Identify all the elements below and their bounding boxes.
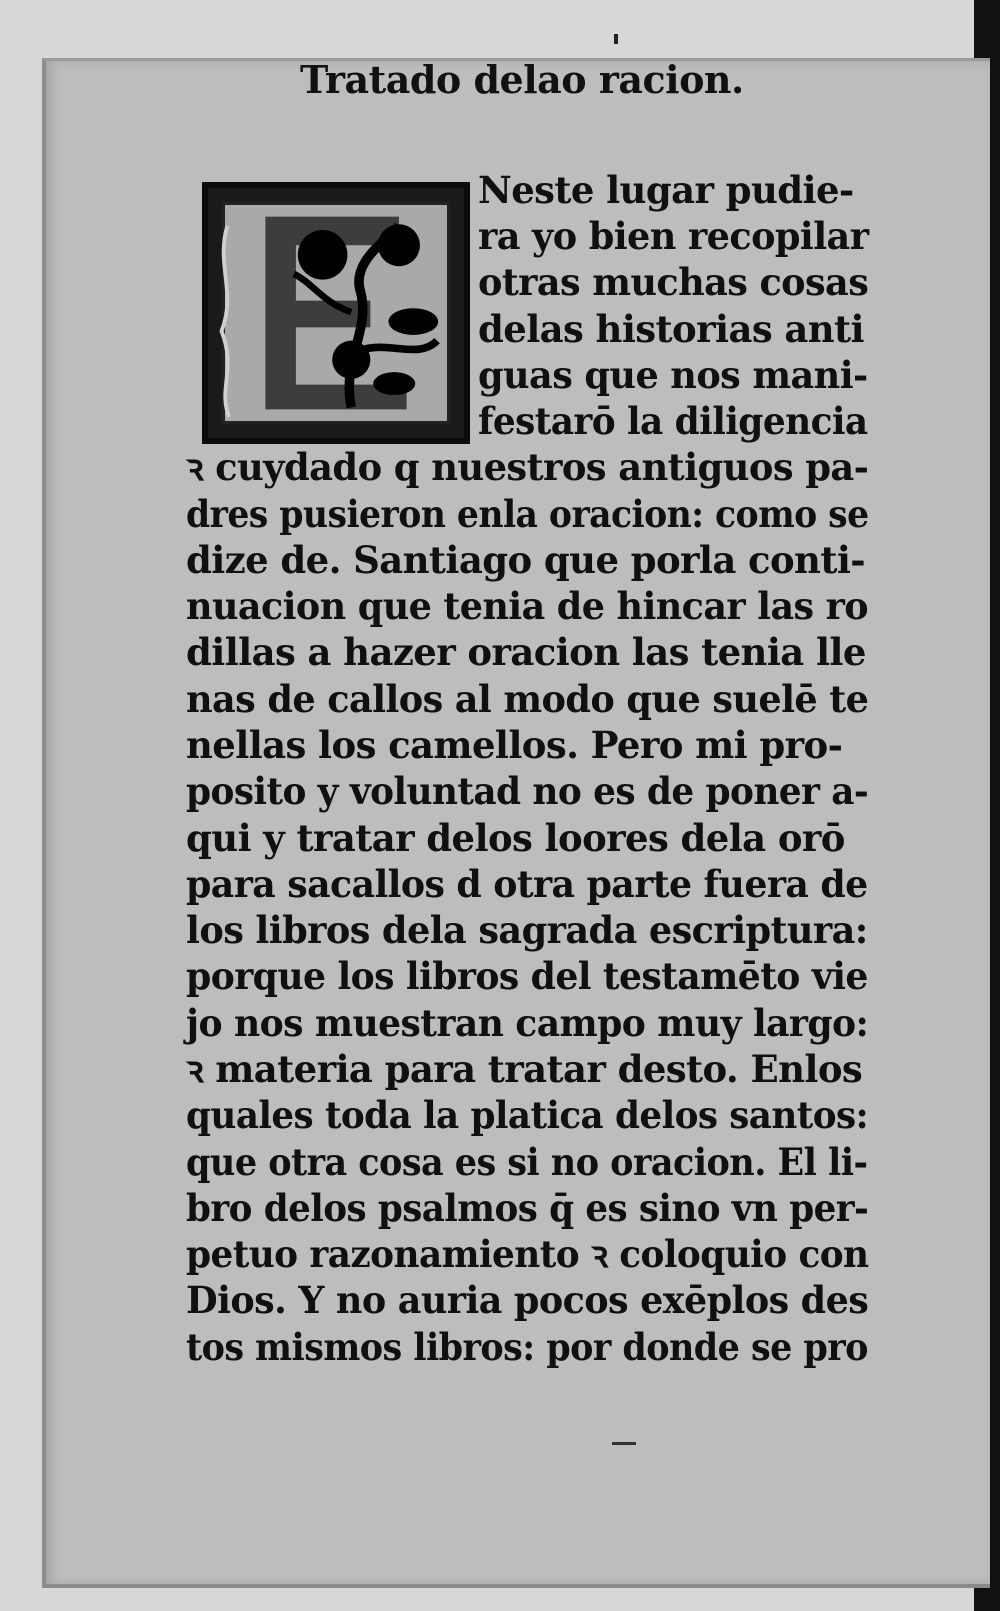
text-line: posito y voluntad no es de poner a- bbox=[186, 769, 869, 813]
text-line: bro delos psalmos q̄ es sino vn per- bbox=[186, 1186, 869, 1230]
text-line: quales toda la platica delos santos: bbox=[186, 1093, 869, 1137]
text-line: nellas los camellos. Pero mi pro- bbox=[186, 723, 843, 767]
text-line: dres pusieron enla oracion: como se bbox=[186, 492, 869, 536]
catchword-mark bbox=[612, 1442, 636, 1445]
text-line: petuo razonamiento ꝛ coloquio con bbox=[186, 1232, 869, 1276]
text-line: dize de. Santiago que porla conti- bbox=[186, 538, 866, 582]
text-line: para sacallos d otra parte fuera de bbox=[186, 862, 868, 906]
text-line: dillas a hazer oracion las tenia lle bbox=[186, 630, 866, 674]
text-line: otras muchas cosas bbox=[478, 260, 869, 304]
text-line: porque los libros del testamēto vie bbox=[186, 954, 868, 998]
text-line: nas de callos al modo que suelē te bbox=[186, 677, 869, 721]
text-line: qui y tratar delos loores dela orō bbox=[186, 816, 845, 860]
text-line: Dios. Y no auria pocos exēplos des bbox=[186, 1278, 869, 1322]
text-line: delas historias anti bbox=[478, 307, 864, 351]
running-head: Tratado delao racion. bbox=[300, 57, 744, 102]
text-line: ꝛ cuydado q nuestros antiguos pa- bbox=[186, 445, 869, 489]
text-line: ꝛ materia para tratar desto. Enlos bbox=[186, 1047, 863, 1091]
text-line: Neste lugar pudie- bbox=[478, 168, 854, 212]
text-line: ra yo bien recopilar bbox=[478, 214, 869, 258]
text-line: jo nos muestran campo muy largo: bbox=[186, 1001, 869, 1045]
text-line: tos mismos libros: por donde se pro bbox=[186, 1325, 868, 1369]
scan-speck bbox=[614, 34, 618, 44]
text-line: que otra cosa es si no oracion. El li- bbox=[186, 1140, 868, 1184]
initial-flower-icon bbox=[208, 188, 464, 438]
text-line: los libros dela sagrada escriptura: bbox=[186, 908, 868, 952]
text-line: guas que nos mani- bbox=[478, 353, 868, 397]
decorated-initial bbox=[202, 182, 470, 444]
text-line: festarō la diligencia bbox=[478, 399, 868, 443]
text-line: nuacion que tenia de hincar las ro bbox=[186, 584, 869, 628]
